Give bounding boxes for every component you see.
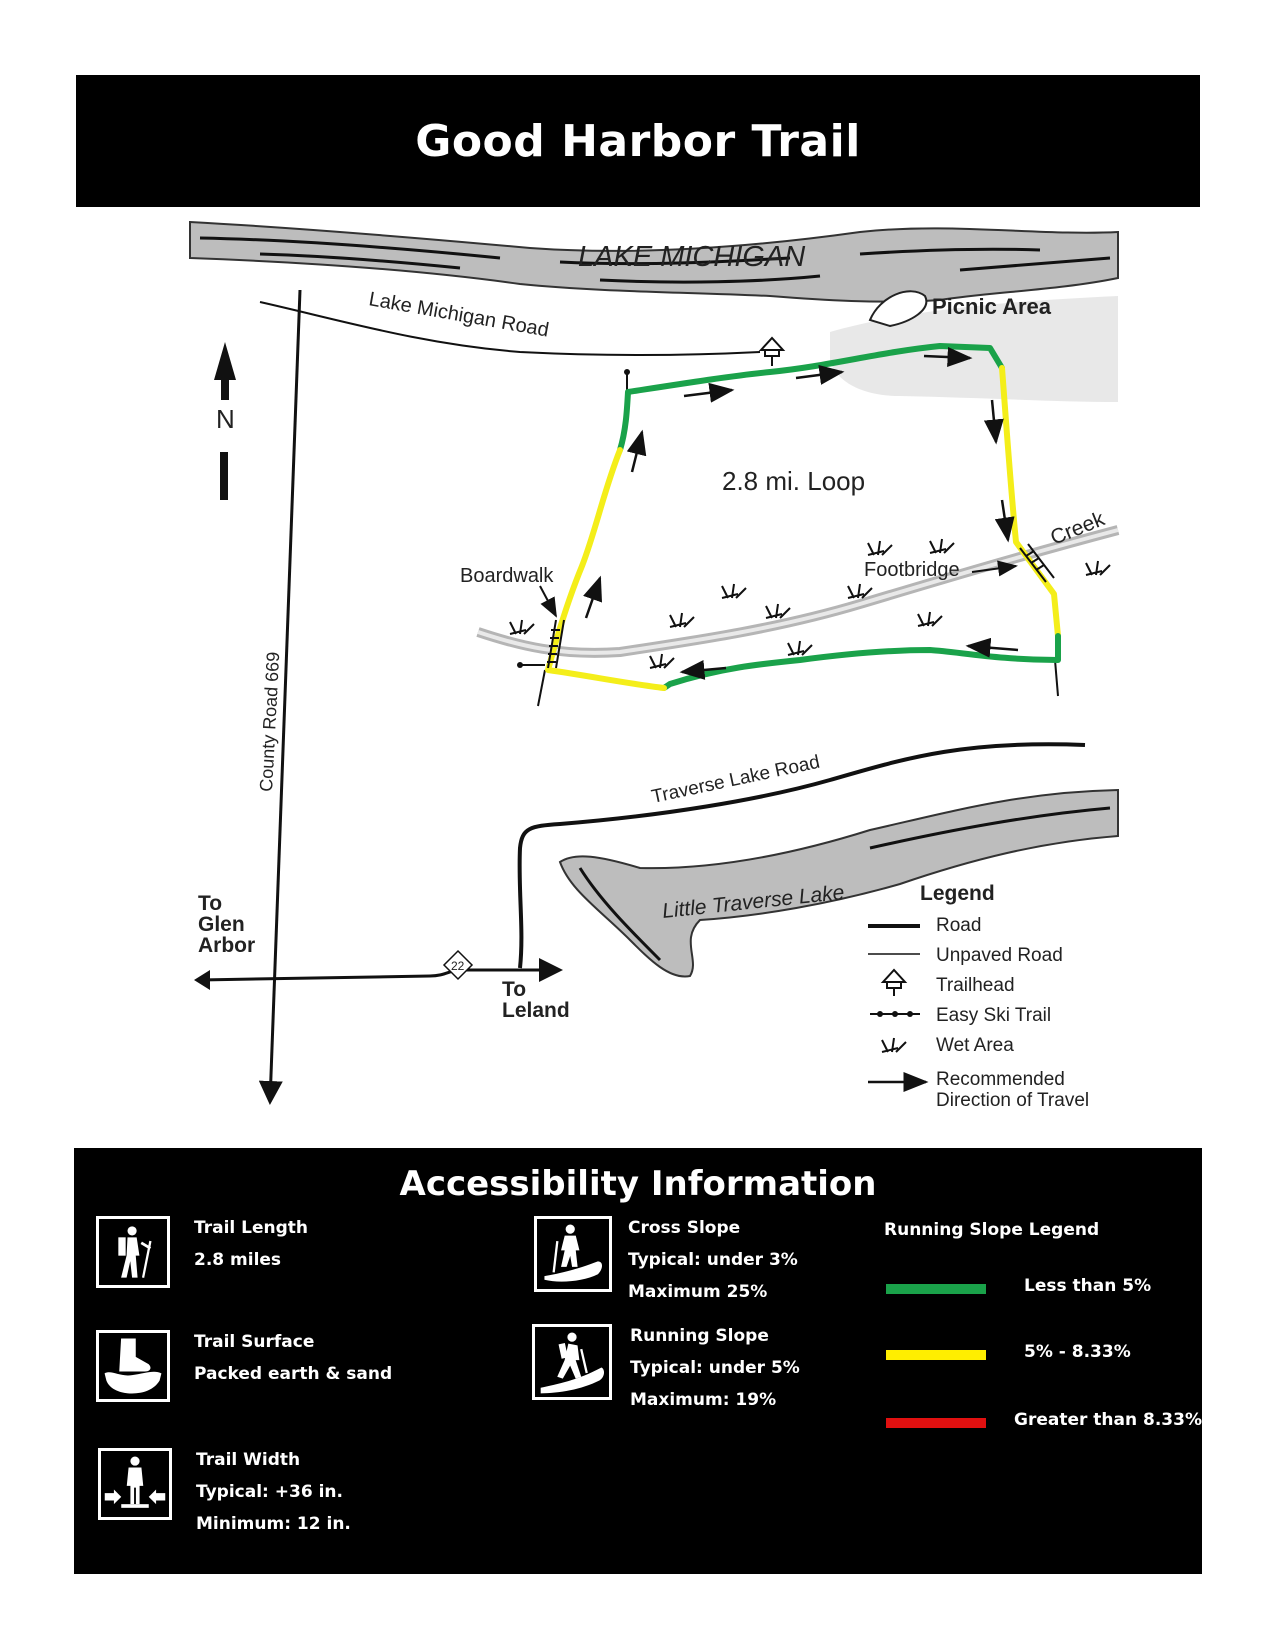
to-leland-label bbox=[502, 978, 570, 1022]
trail-length-value: 2.8 miles bbox=[194, 1250, 282, 1270]
picnic-area-label: Picnic Area bbox=[932, 294, 1052, 319]
trail-surface-label: Trail Surface bbox=[194, 1332, 315, 1352]
slope-legend-title: Running Slope Legend bbox=[884, 1220, 1100, 1240]
trail-length-label: Trail Length bbox=[194, 1218, 309, 1238]
route-22-shield bbox=[444, 951, 472, 979]
running-slope-icon bbox=[532, 1324, 612, 1400]
trail-width-minimum: Minimum: 12 in. bbox=[196, 1514, 351, 1534]
loop-label: 2.8 mi. Loop bbox=[722, 466, 866, 496]
slope-legend-row-red bbox=[884, 1406, 1202, 1438]
cross-slope-label: Cross Slope bbox=[628, 1218, 741, 1238]
hiker-icon bbox=[96, 1216, 170, 1288]
green-swatch bbox=[886, 1284, 986, 1294]
trail-segment-yellow-east bbox=[1002, 368, 1058, 636]
running-slope-label: Running Slope bbox=[630, 1326, 769, 1346]
svg-text:Trailhead: Trailhead bbox=[936, 975, 1015, 996]
direction-arrows bbox=[586, 356, 1018, 672]
svg-text:Leland: Leland bbox=[502, 999, 570, 1022]
svg-text:Easy Ski Trail: Easy Ski Trail bbox=[936, 1005, 1052, 1026]
svg-text:Glen: Glen bbox=[198, 913, 245, 936]
svg-text:Arbor: Arbor bbox=[198, 934, 256, 957]
svg-text:N: N bbox=[216, 404, 235, 434]
yellow-swatch bbox=[886, 1350, 986, 1360]
accessibility-panel bbox=[74, 1148, 1202, 1574]
slope-legend-label-green: Less than 5% bbox=[1024, 1276, 1152, 1296]
trail-width-typical: Typical: +36 in. bbox=[196, 1482, 343, 1502]
north-arrow bbox=[214, 342, 236, 500]
slope-legend-label-red: Greater than 8.33% bbox=[1014, 1410, 1202, 1430]
svg-text:Road: Road bbox=[936, 915, 982, 936]
creek-label: Creek bbox=[1047, 507, 1108, 550]
little-traverse-lake-label: Little Traverse Lake bbox=[661, 880, 846, 923]
footbridge-label: Footbridge bbox=[864, 559, 960, 581]
page-title: Good Harbor Trail bbox=[415, 115, 861, 167]
svg-text:To: To bbox=[502, 978, 527, 1001]
svg-text:Recommended: Recommended bbox=[936, 1069, 1065, 1090]
running-slope-typical: Typical: under 5% bbox=[630, 1358, 800, 1378]
svg-text:Direction of Travel: Direction of Travel bbox=[936, 1090, 1090, 1111]
red-swatch bbox=[886, 1418, 986, 1428]
lake-michigan-road-label: Lake Michigan Road bbox=[367, 288, 551, 342]
svg-text:To: To bbox=[198, 892, 223, 915]
svg-text:Legend: Legend bbox=[920, 882, 995, 905]
traverse-lake-road-label: Traverse Lake Road bbox=[649, 751, 822, 808]
trailhead-icon bbox=[761, 338, 783, 366]
lake-michigan-label: LAKE MICHIGAN bbox=[578, 241, 806, 273]
boardwalk-label: Boardwalk bbox=[460, 565, 554, 587]
trail-surface-value: Packed earth & sand bbox=[194, 1364, 393, 1384]
accessibility-heading: Accessibility Information bbox=[399, 1164, 877, 1204]
trail-segment-green-south bbox=[664, 636, 1058, 688]
svg-text:22: 22 bbox=[451, 959, 465, 973]
cross-slope-typical: Typical: under 3% bbox=[628, 1250, 798, 1270]
cross-slope-maximum: Maximum 25% bbox=[628, 1282, 768, 1302]
map-legend bbox=[868, 882, 1089, 1111]
trail-width-label: Trail Width bbox=[196, 1450, 301, 1470]
cross-slope-icon bbox=[534, 1216, 612, 1292]
slope-legend-label-yellow: 5% - 8.33% bbox=[1024, 1342, 1131, 1362]
slope-legend-row-yellow bbox=[884, 1338, 1194, 1370]
slope-legend-row-green bbox=[884, 1272, 1194, 1304]
to-glen-arbor-label bbox=[198, 892, 255, 957]
svg-text:Wet Area: Wet Area bbox=[936, 1035, 1014, 1056]
svg-text:Unpaved Road: Unpaved Road bbox=[936, 945, 1063, 966]
running-slope-maximum: Maximum: 19% bbox=[630, 1390, 777, 1410]
boot-surface-icon bbox=[96, 1330, 170, 1402]
county-road-669-label: County Road 669 bbox=[256, 651, 284, 793]
person-width-icon bbox=[98, 1448, 172, 1520]
